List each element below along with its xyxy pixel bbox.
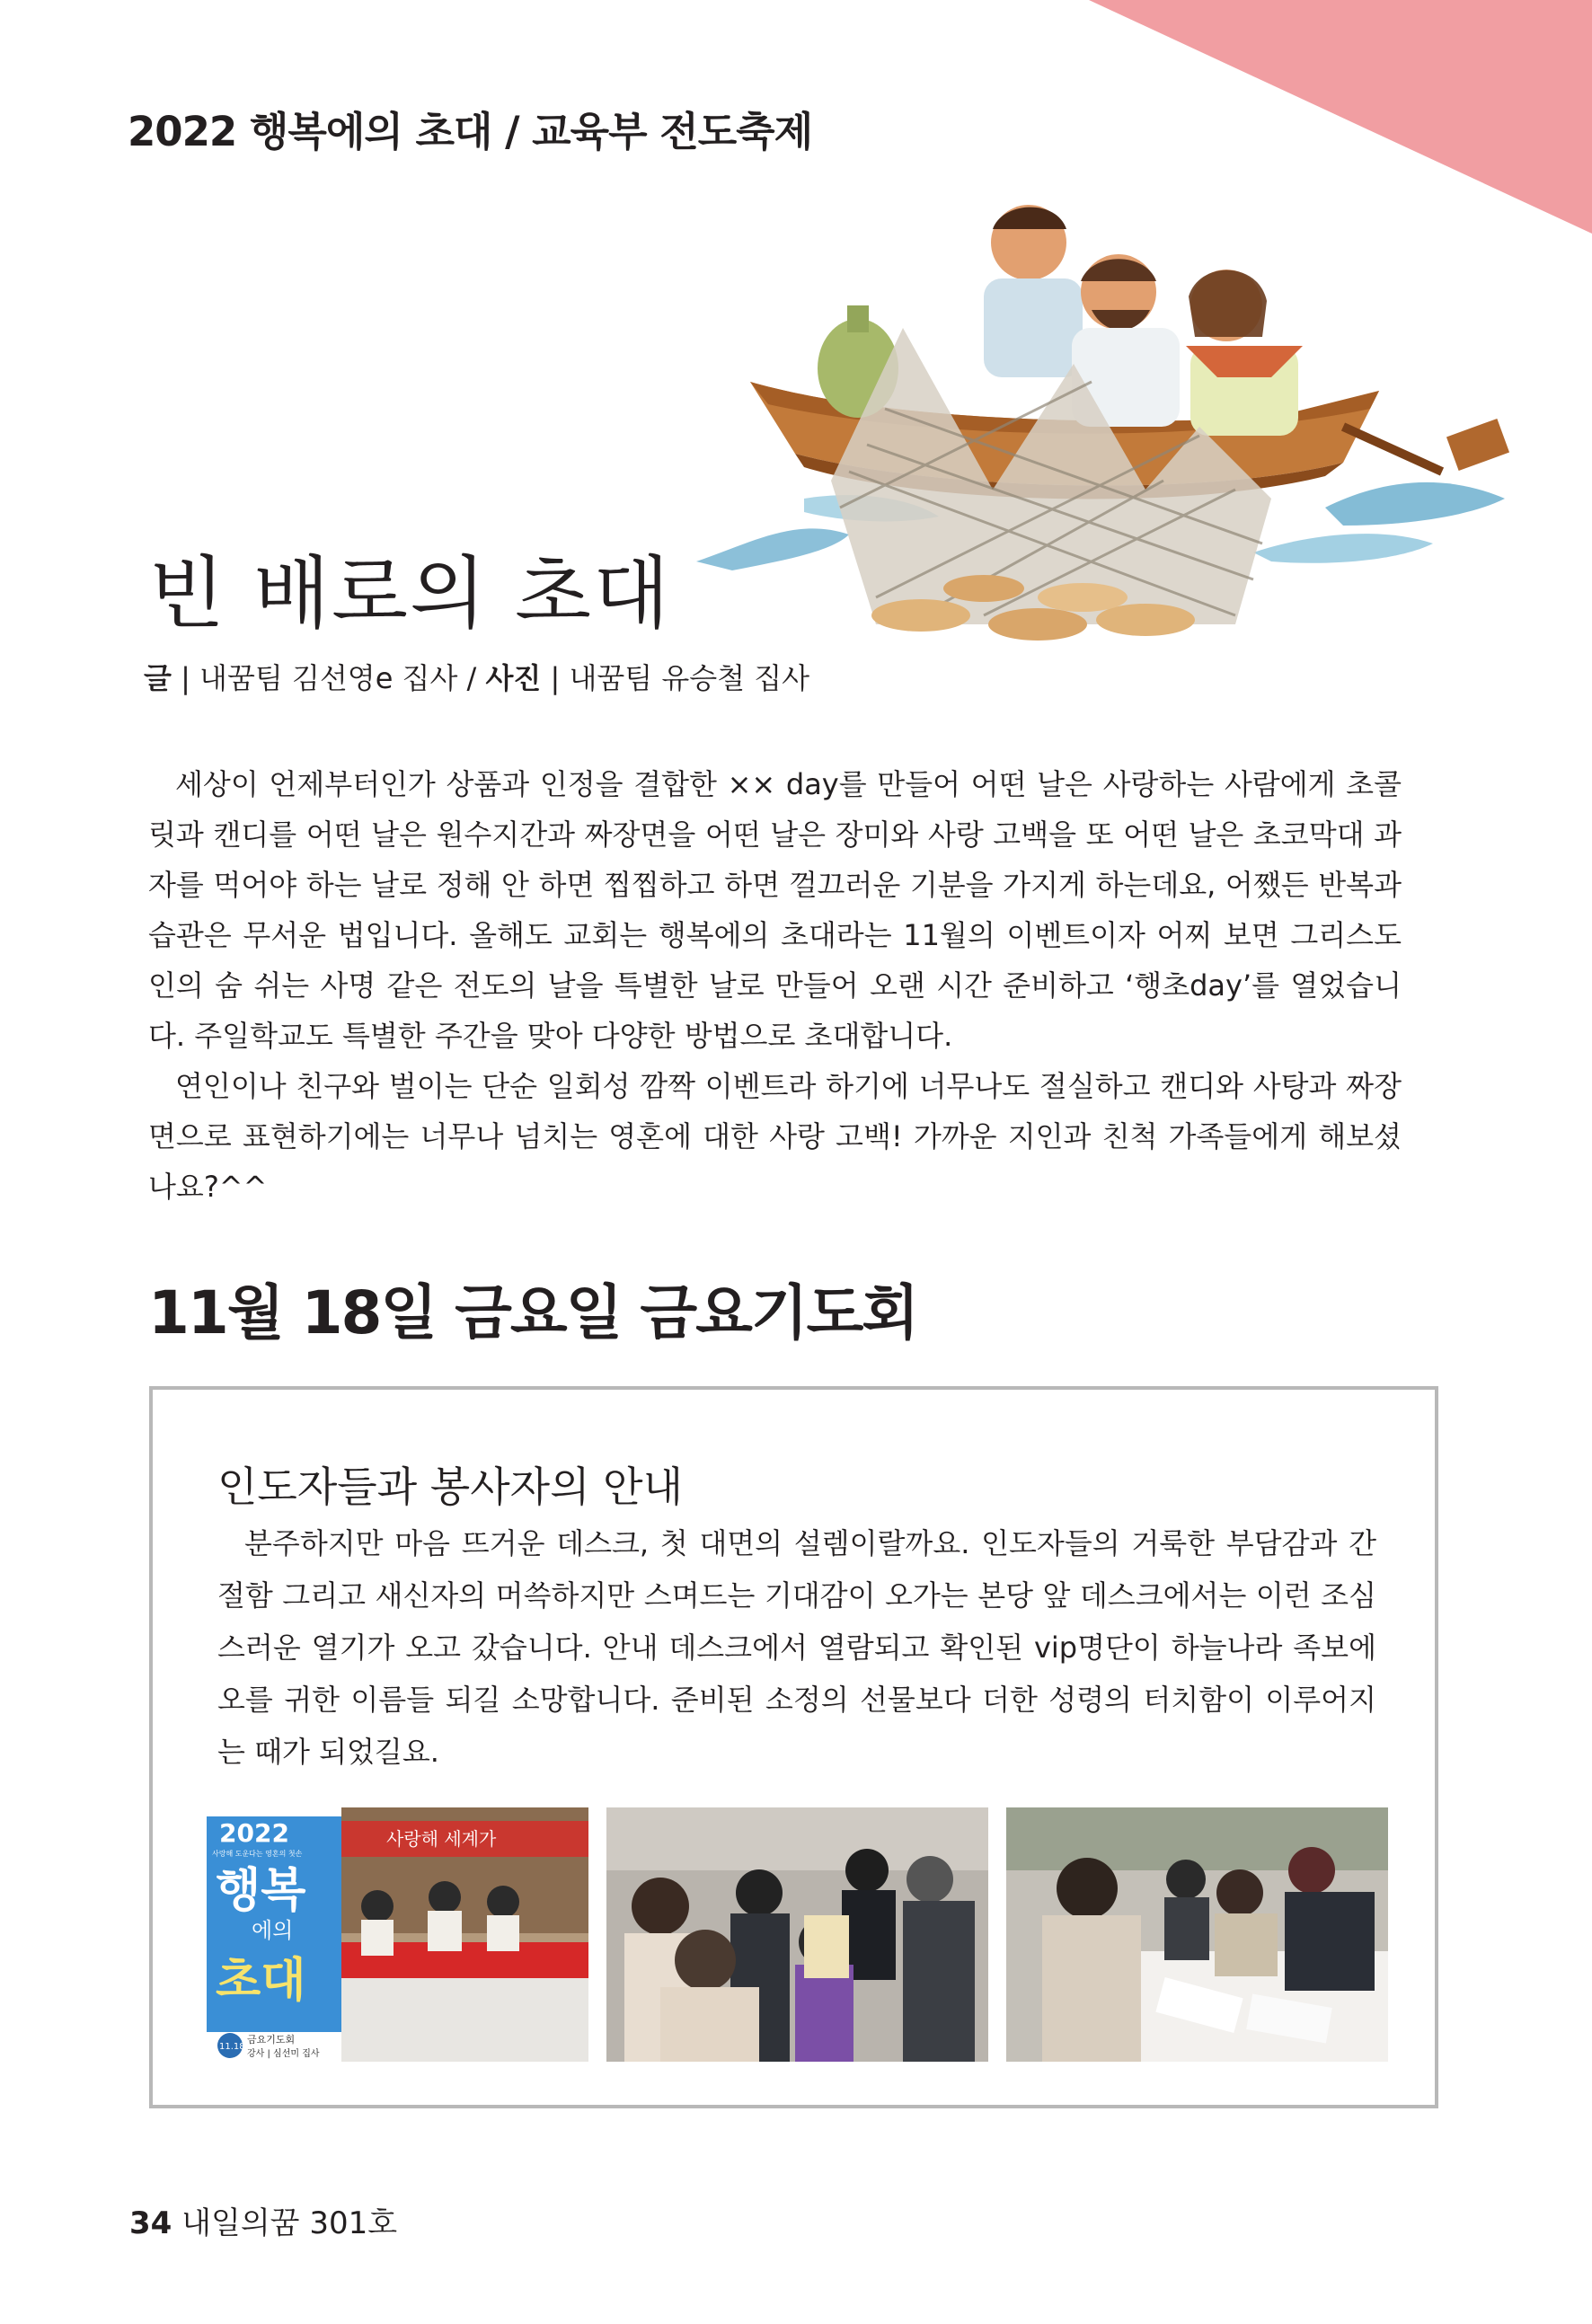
article-title: 빈 배로의 초대: [148, 546, 671, 640]
divider: |: [550, 661, 570, 695]
paragraph: 분주하지만 마음 뜨거운 데스크, 첫 대면의 설렘이랄까요. 인도자들의 거룩한 부담감과 간절함 그리고 새신자의 머쓱하지만 스며드는 기대감이 오가는 본당 앞 데스크에서는 이런 조심스러운 열기가 오고 갔습니다. 안내 데스크에서 열람되고 확인된 vip명단이 하늘나라 족보에 오를 귀한 이름들 되길 소망합니다. 준비된 소정의 선물보다 더한 성령의 터치함이 이루어지는 때가 되었길요.: [217, 1526, 1376, 1769]
section-title: 11월 18일 금요일 금요기도회: [148, 1278, 918, 1348]
article-body: [148, 759, 1402, 1212]
paragraph: 연인이나 친구와 벌이는 단순 일회성 깜짝 이벤트라 하기에 너무나도 절실하고 캔디와 사탕과 짜장면으로 표현하기에는 너무나 넘치는 영혼에 대한 사랑 고백! 가까운 지인과 친척 가족들에게 해보셨나요?^^: [148, 1069, 1402, 1204]
banner-sign-text: 사랑해 세계가: [386, 1828, 497, 1850]
box-body: [217, 1517, 1376, 1778]
banner-word-invitation: 초대: [216, 1954, 306, 2008]
info-box: [149, 1386, 1438, 2108]
box-title: 인도자들과 봉사자의 안내: [217, 1462, 684, 1511]
banner-year: 2022: [219, 1818, 289, 1848]
magazine-name: 내일의꿈 301호: [181, 2205, 398, 2241]
divider: |: [181, 661, 200, 695]
divider: /: [466, 661, 486, 695]
page-header: 2022 행복에의 초대 / 교육부 전도축제: [128, 108, 813, 155]
banner-badge: 11.18: [219, 2042, 245, 2052]
page-number: 34: [129, 2205, 172, 2241]
banner-line-1: 금요기도회: [247, 2034, 296, 2046]
writer-label: 글: [144, 661, 172, 695]
writer-name: 내꿈팀 김선영e 집사: [199, 661, 458, 695]
photo-guides-gathering: [606, 1807, 988, 2062]
fishermen-boat-illustration: [696, 202, 1541, 669]
article-credit: [144, 656, 809, 697]
photo-label: 사진: [485, 661, 542, 695]
photo-desk-banner: [207, 1807, 588, 2062]
banner-word-of: 에의: [252, 1918, 294, 1943]
banner-word-happiness: 행복: [216, 1864, 306, 1918]
photographer-name: 내꿈팀 유승철 집사: [569, 661, 810, 695]
photo-desk-registration: [1006, 1807, 1388, 2062]
banner-line-2: 강사 | 심선미 집사: [247, 2049, 320, 2059]
corner-decoration: [1089, 0, 1592, 234]
paragraph: 세상이 언제부터인가 상품과 인정을 결합한 ×× day를 만들어 어떤 날은 사랑하는 사람에게 초콜릿과 캔디를 어떤 날은 원수지간과 짜장면을 어떤 날은 장미와 사랑 고백을 또 어떤 날은 초코막대 과자를 먹어야 하는 날로 정해 안 하면 찝찝하고 하면 껄끄러운 기분을 가지게 하는데요, 어쨌든 반복과 습관은 무서운 법입니다. 올해도 교회는 행복에의 초대라는 11월의 이벤트이자 어찌 보면 그리스도인의 숨 쉬는 사명 같은 전도의 날을 특별한 날로 만들어 오랜 시간 준비하고 ‘행초day’를 열었습니다. 주일학교도 특별한 주간을 맞아 다양한 방법으로 초대합니다.: [148, 767, 1402, 1053]
page-footer: [129, 2198, 397, 2242]
banner-subtitle: 사랑해 도운다는 영혼의 첫손: [212, 1850, 303, 1858]
